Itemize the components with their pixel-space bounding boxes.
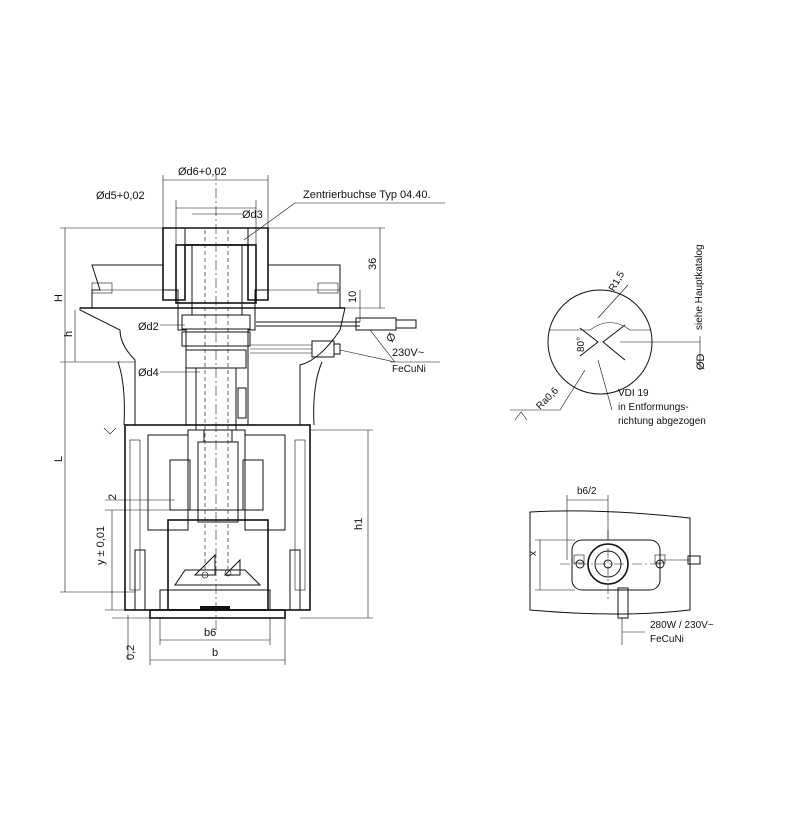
r15-label: R1,5 xyxy=(607,269,628,294)
dim-2-label: 2 xyxy=(107,493,119,500)
nozzle-tip xyxy=(150,555,285,618)
detail-view xyxy=(510,244,707,427)
h-label: h xyxy=(63,330,75,337)
H-label: H xyxy=(53,294,65,302)
b-label: b xyxy=(212,647,219,659)
hauptkatalog-label: siehe Hauptkatalog xyxy=(694,244,705,330)
D-label: ØD xyxy=(695,353,707,370)
entformung-label: in Entformungs- xyxy=(618,402,689,413)
y-tolerance-label: y ± 0,01 xyxy=(95,525,107,565)
ra-label: Ra0,6 xyxy=(534,385,561,413)
dim-0-2-label: 0,2 xyxy=(125,644,137,660)
phi-label: Ø xyxy=(384,331,399,345)
L-label: L xyxy=(53,455,65,462)
main-labels xyxy=(53,166,431,660)
dim-36-label: 36 xyxy=(367,257,379,270)
top-material-label: FeCuNi xyxy=(650,634,684,645)
b6-label: b6 xyxy=(204,627,217,639)
dim-10-label: 10 xyxy=(347,290,359,303)
h1-label: h1 xyxy=(353,517,365,530)
centering-bushing xyxy=(163,228,268,303)
d6-label: Ød6+0,02 xyxy=(178,166,227,178)
top-view xyxy=(528,486,714,645)
voltage-label: 230V~ xyxy=(392,347,425,359)
dimensions xyxy=(60,175,445,665)
d4-label: Ød4 xyxy=(138,367,159,379)
vdi-label: VDI 19 xyxy=(618,388,649,399)
d5-label: Ød5+0,02 xyxy=(96,190,145,202)
d3-label: Ød3 xyxy=(242,209,263,221)
angle-80-label: 80° xyxy=(576,336,587,352)
heater-block xyxy=(125,425,310,610)
b6-half-label: b6/2 xyxy=(577,486,597,497)
zentrierbuchse-label: Zentrierbuchse Typ 04.40. xyxy=(303,189,431,201)
richtung-label: richtung abgezogen xyxy=(618,416,706,427)
x-label: x xyxy=(528,551,539,556)
main-section-view xyxy=(53,166,445,665)
material-label: FeCuNi xyxy=(392,364,426,375)
d2-label: Ød2 xyxy=(138,321,159,333)
power-label: 280W / 230V~ xyxy=(650,620,714,631)
